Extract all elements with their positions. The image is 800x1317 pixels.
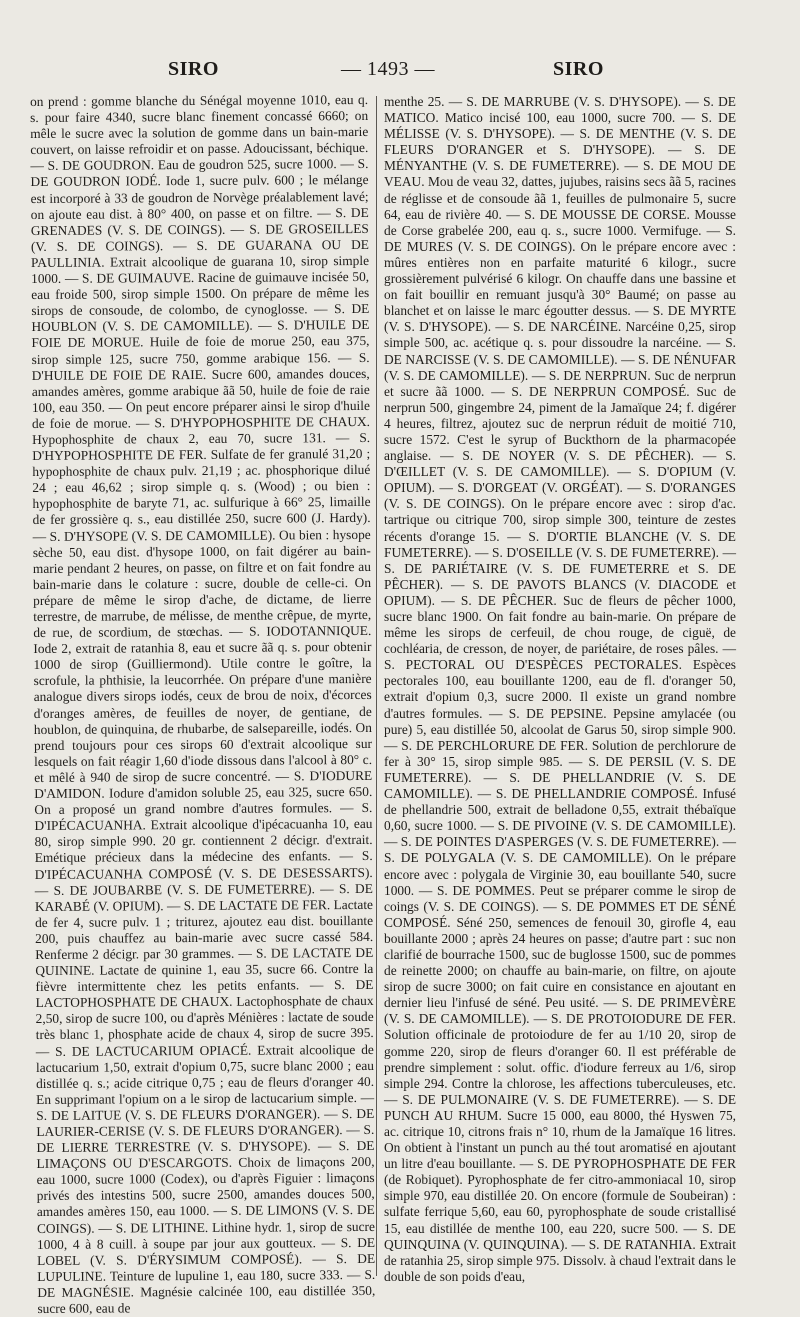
left-column-text: on prend : gomme blanche du Sénégal moyenne 1010, eau q. s. pour faire 4340, sucre blanc finement concassé 6660; on mêle le sucre avec la solution de gomme dans un bain-marie couvert, on laisse refroidir et on passe. Adoucissant, béchique. — S. DE GOUDRON. Eau de goudron 525, sucre 1000. — S. DE GOUDRON IODÉ. Iode 1, sucre pulv. 600 ; le mélange est incorporé à 33 de goudron de Norvège préalablement lavé; on ajoute eau dist. à 80° 400, on passe et on filtre. — S. DE GRENADES (V. S. DE COINGS). — S. DE GROSEILLES (V. S. DE COINGS). — S. DE GUARANA OU DE PAULLINIA. Extrait alcoolique de guarana 10, sirop simple 1000. — S. DE GUIMAUVE. Racine de guimauve incisée 50, eau froide 500, sirop simple 1500. On prépare de même les sirops de consoude, de colombo, de cynoglosse. — S. DE HOUBLON (V. S. DE CAMOMILLE). — S. D'HUILE DE FOIE DE MORUE. Huile de foie de morue 250, eau 375, sirop simple 125, sucre 750, gomme arabique 156. — S. D'HUILE DE FOIE DE RAIE. Sucre 600, amandes douces, amandes amères, gomme arabique ãã 50, huile de foie de raie 100, eau 350. — On peut encore préparer ainsi le sirop d'huile de foie de morue. — S. D'HYPOPHOSPHITE DE CHAUX. Hypophosphite de chaux 2, eau 70, sucre 131. — S. D'HYPOPHOSPHITE DE FER. Sulfate de fer granulé 31,20 ; hypophosphite de chaux pulv. 21,19 ; ac. phosphorique dilué 24 ; eau 46,62 ; sirop simple q. s. (Wood) ; ou bien : hypophosphite de baryte 71, ac. sulfurique à 66° 25, limaille de fer grossière q. s., eau distillée 250, sucre 600 (J. Hardy). — S. D'HYSOPE (V. S. DE CAMOMILLE). Ou bien : hysope sèche 50, eau dist. d'hysope 1000, on fait digérer au bain-marie pendant 2 heures, on passe, on filtre et on fait fondre au bain-marie dans le colature : sucre, double de celle-ci. On prépare de même le sirop d'ache, de dictame, de lierre terrestre, de marrube, de mélisse, de menthe crêpue, de myrte, de rue, de scordium, de stœchas. — S. IODOTANNIQUE. Iode 2, extrait de ratanhia 8, eau et sucre ãã q. s. pour obtenir 1000 de sirop (Guilliermond). Utile contre le goître, la scrofule, la phthisie, la leucorrhée. On prépare d'une manière analogue divers sirops iodés, ceux de brou de noix, d'écorces d'oranges amères, de feuilles de noyer, de gentiane, de houblon, de quinquina, de rhubarbe, de salsepareille, iodés. On prend toujours pour ces sirops 60 d'extrait alcoolique sur lesquels on fait réagir 1,60 d'iode dissous dans l'alcool à 80° c. et mêlé à 940 de sirop de sucre concentré. — S. D'IODURE D'AMIDON. Iodure d'amidon soluble 25, eau 325, sucre 650. On a proposé un grand nombre d'autres formules. — S. D'IPÉCACUANHA. Extrait alcoolique d'ipécacuanha 10, eau 80, sirop simple 990. 20 gr. contiennent 2 décigr. d'extrait. Emétique précieux dans la médecine des enfants. — S. D'IPÉCACUANHA COMPOSÉ (V. S. DE DESESSARTS). — S. DE JOUBARBE (V. S. DE FUMETERRE). — S. DE KARABÉ (V. OPIUM). — S. DE LACTATE DE FER. Lactate de fer 4, sucre pulv. 1 ; triturez, ajoutez eau dist. bouillante 200, puis chauffez au bain-marie avec sucre cassé 584. Renferme 2 décigr. par 30 grammes. — S. DE LACTATE DE QUININE. Lactate de quinine 1, eau 35, sucre 66. Contre la fièvre intermittente chez les petits enfants. — S. DE LACTOPHOSPHATE DE CHAUX. Lactophosphate de chaux 2,50, sirop de sucre 100, ou d'après Ménières : lactate de soude très blanc 1, phosphate acide de chaux 4, sirop de sucre 395. — S. DE LACTUCARIUM OPIACÉ. Extrait alcoolique de lactucarium 1,50, extrait d'opium 0,75, sucre blanc 2000 ; eau distillée q. s.; acide citrique 0,75 ; eau de fleurs d'oranger 40. En supprimant l'opium on a le sirop de lactucarium simple. — S. DE LAITUE (V. S. DE FLEURS D'ORANGER). — S. DE LAURIER-CERISE (V. S. DE FLEURS D'ORANGER). — S. DE LIERRE TERRESTRE (V. S. D'HYSOPE). — S. DE LIMAÇONS OU D'ESCARGOTS. Choix de limaçons 200, eau 1000, sucre 1000 (Codex), ou d'après Figuier : limaçons privés des intestins 500, sucre 2500, amandes douces 500, amandes amères 150, eau 1000. — S. DE LIMONS (V. S. DE COINGS). — S. DE LITHINE. Lithine hydr. 1, sirop de sucre 1000, 4 à 8 cuill. à soupe par jour aux goutteux. — S. DE LOBEL (V. S. D'ÉRYSIMUM COMPOSÉ). — S. DE LUPULINE. Teinture de lupuline 1, eau 180, sucre 333. — S. DE MAGNÉSIE. Magnésie calcinée 100, eau distillée 350, sucre 600, eau de: [30, 91, 376, 1317]
header-right-keyword: SIRO: [553, 58, 604, 80]
right-column-text: menthe 25. — S. DE MARRUBE (V. S. D'HYSOPE). — S. DE MATICO. Matico incisé 100, eau 1000, sucre 700. — S. DE MÉLISSE (V. S. D'HYSOPE). — S. DE MENTHE (V. S. DE FLEURS D'ORANGER et S. D'HYSOPE). — S. DE MÉNYANTHE (V. S. DE FUMETERRE). — S. DE MOU DE VEAU. Mou de veau 32, dattes, jujubes, raisins secs ãã 5, racines de réglisse et de consoude ãã 1, feuilles de pulmonaire 5, sucre 64, eau de rivière 40. — S. DE MOUSSE DE CORSE. Mousse de Corse grabelée 200, eau q. s., sucre 1000. Vermifuge. — S. DE MURES (V. S. DE COINGS). On le prépare encore avec : mûres entières non en parfaite maturité 6 kilogr., sucre grossièrement pulvérisé 6 kilogr. On chauffe dans une bassine et on fait bouillir en remuant jusqu'à 30° Baumé; on passe au blanchet et on laisse le marc égoutter dessus. — S. DE MYRTE (V. S. D'HYSOPE). — S. DE NARCÉINE. Narcéine 0,25, sirop simple 500, ac. acétique q. s. pour dissoudre la narcéine. — S. DE NARCISSE (V. S. DE CAMOMILLE). — S. DE NÉNUFAR (V. S. DE CAMOMILLE). — S. DE NERPRUN. Suc de nerprun et sucre ãã 1000. — S. DE NERPRUN COMPOSÉ. Suc de nerprun 500, gingembre 24, piment de la Jamaïque 24; f. digérer 4 heures, filtrez, ajoutez suc de nerprun réduit de moitié 710, sucre 1572. C'est le syrup of Buckthorn de la pharmacopée anglaise. — S. DE NOYER (V. S. DE PÊCHER). — S. D'ŒILLET (V. S. DE CAMOMILLE). — S. D'OPIUM (V. OPIUM). — S. D'ORGEAT (V. ORGÉAT). — S. D'ORANGES (V. S. DE COINGS). On le prépare encore avec : sirop d'ac. tartrique ou citrique 700, sirop simple 300, teinture de zestes récents d'orange 15. — S. D'ORTIE BLANCHE (V. S. DE FUMETERRE). — S. D'OSEILLE (V. S. DE FUMETERRE). — S. DE PARIÉTAIRE (V. S. DE FUMETERRE et S. DE PÊCHER). — S. DE PAVOTS BLANCS (V. DIACODE et OPIUM). — S. DE PÊCHER. Suc de fleurs de pêcher 1000, sucre blanc 1900. On fait fondre au bain-marie. On prépare de même les sirops de cerfeuil, de chou rouge, de ciguë, de cochléaria, de cresson, de noyer, de pariétaire, de roses pâles. — S. PECTORAL OU D'ESPÈCES PECTORALES. Espèces pectorales 100, eau bouillante 1200, eau de fl. d'oranger 50, extrait d'opium 0,3, sucre 2000. Il existe un grand nombre d'autres formules. — S. DE PEPSINE. Pepsine amylacée (ou pure) 5, eau distillée 50, alcoolat de Garus 50, sirop simple 900. — S. DE PERCHLORURE DE FER. Solution de perchlorure de fer à 30° 15, sirop simple 985. — S. DE PERSIL (V. S. DE FUMETERRE). — S. DE PHELLANDRIE (V. S. DE CAMOMILLE). — S. DE PHELLANDRIE COMPOSÉ. Infusé de phellandrie 500, extrait de belladone 0,55, extrait thébaïque 0,60, sucre 1000. — S. DE PIVOINE (V. S. DE CAMOMILLE). — S. DE POINTES D'ASPERGES (V. S. DE FUMETERRE). — S. DE POLYGALA (V. S. DE CAMOMILLE). On le prépare encore avec : polygala de Virginie 30, eau bouillante 540, sucre 1000. — S. DE POMMES. Peut se préparer comme le sirop de coings (V. S. DE COINGS). — S. DE POMMES ET DE SÉNÉ COMPOSÉ. Séné 250, semences de fenouil 30, girofle 4, eau bouillante 2000 ; après 24 heures on passe; d'autre part : suc non clarifié de bourrache 1500, suc de buglosse 1500, suc de pommes de reinette 2000; on chauffe au bain-marie, on filtre, on ajoute sirop de sucre 3000; on fait cuire en consistance en ajoutant en dernier lieu l'infusé de séné. Peu usité. — S. DE PRIMEVÈRE (V. S. DE CAMOMILLE). — S. DE PROTOIODURE DE FER. Solution officinale de protoiodure de fer au 1/10 20, sirop de gomme 220, sirop de fleurs d'oranger 60. Il est préférable de prendre simplement : solut. offic. d'iodure ferreux au 1/6, sirop simple 294. Contre la chlorose, les affections tuberculeuses, etc. — S. DE PULMONAIRE (V. S. DE FUMETERRE). — S. DE PUNCH AU RHUM. Sucre 15 000, eau 8000, thé Hyswen 75, ac. citrique 10, citrons frais n° 10, rhum de la Jamaïque 16 litres. On obtient à l'instant un punch au thé tout aromatisé en ajoutant un litre d'eau bouillante. — S. DE PYROPHOSPHATE DE FER (de Robiquet). Pyrophosphate de fer citro-ammoniacal 10, sirop simple 970, eau distillée 20. On encore (formule de Soubeiran) : sulfate ferrique 5,60, eau 60, pyrophosphate de soude cristallisé 15, eau distillée de menthe 100, eau 220, sucre 500. — S. DE QUINQUINA (V. QUINQUINA). — S. DE RATANHIA. Extrait de ratanhia 25, sirop simple 975. Dissolv. à chaud l'extrait dans le double de son poids d'eau,: [384, 94, 736, 1284]
column-divider: [376, 96, 377, 1276]
left-column: [30, 91, 376, 1317]
page-number: — 1493 —: [341, 58, 435, 80]
running-header: [28, 58, 750, 84]
header-left-keyword: SIRO: [168, 58, 219, 80]
right-column: [384, 94, 736, 1284]
